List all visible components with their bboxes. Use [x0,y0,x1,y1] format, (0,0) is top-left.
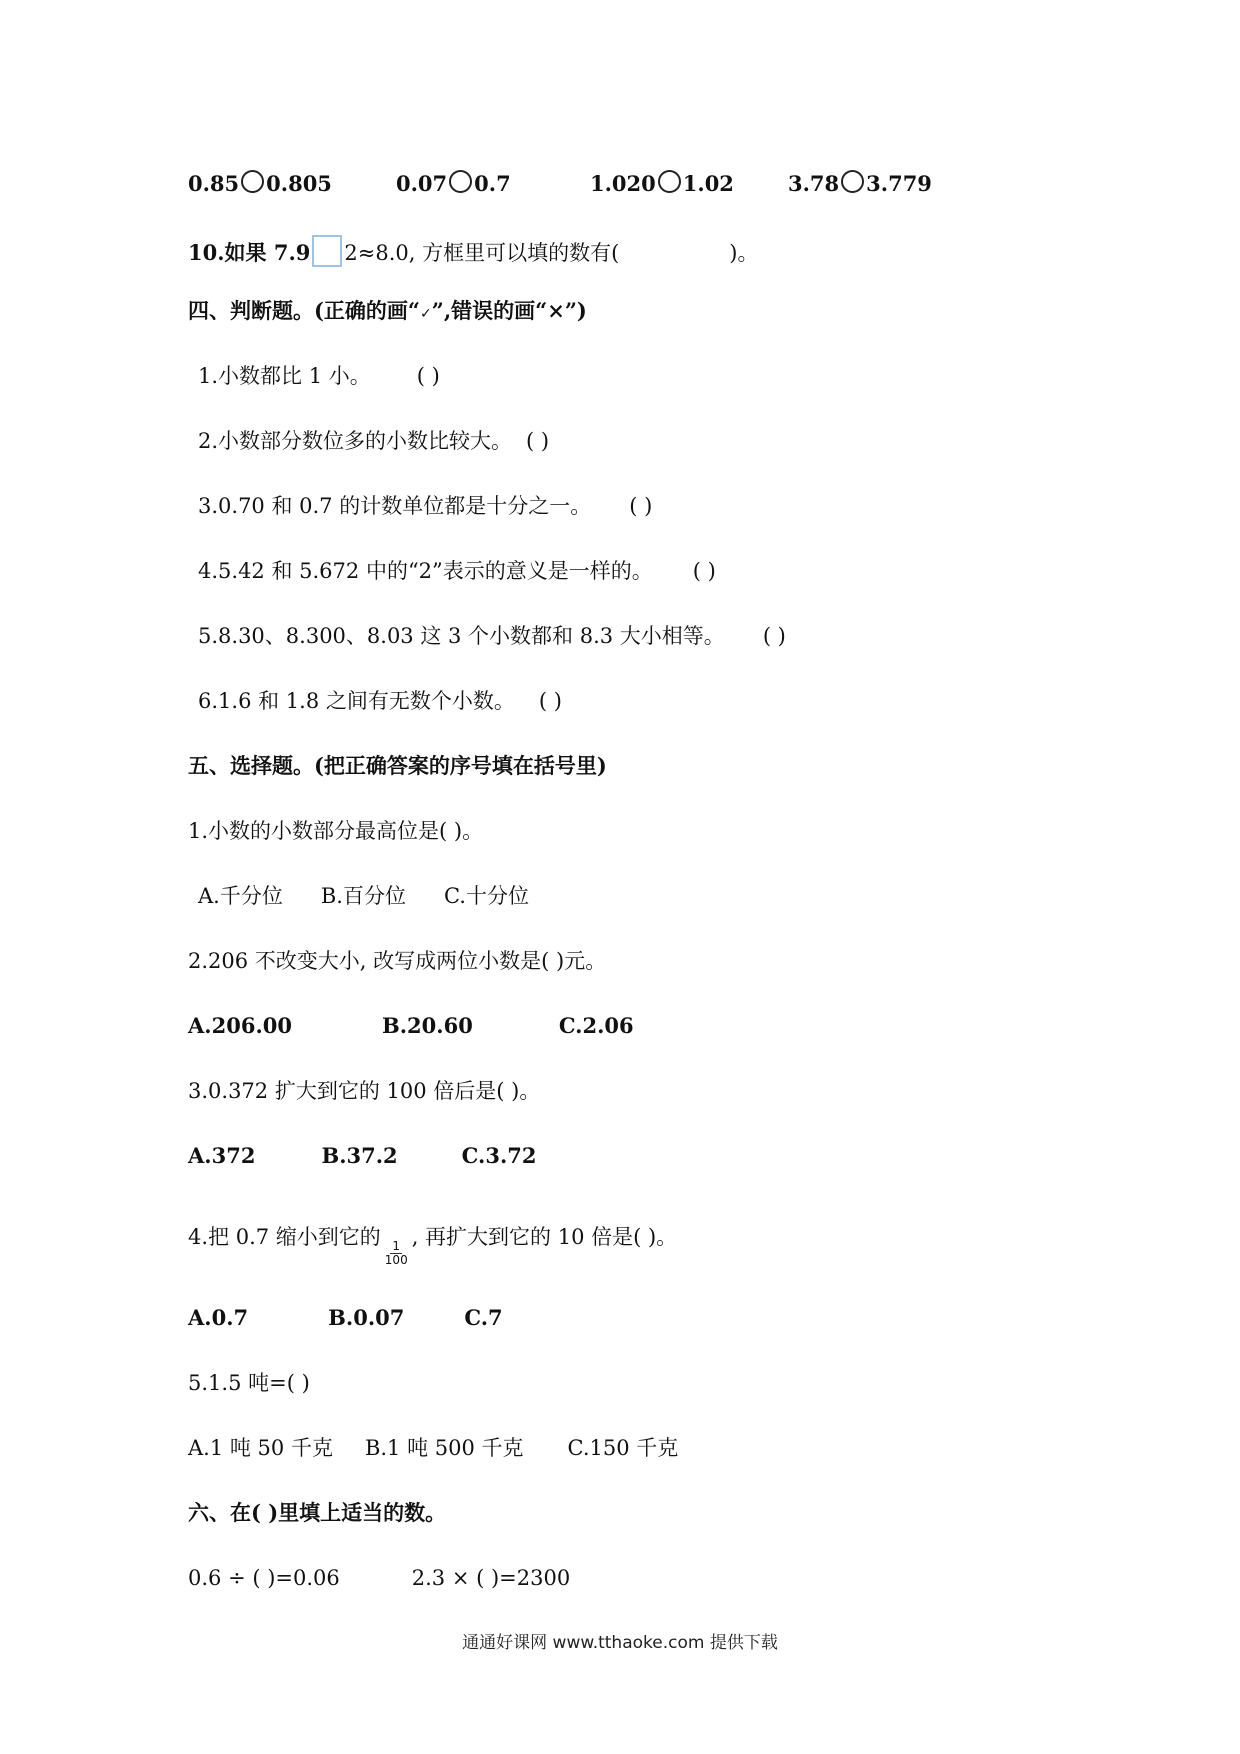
judge-blank[interactable]: ( ) [692,559,716,583]
compare-right: 1.02 [682,171,734,196]
compare-item-3 [590,170,734,196]
judge-blank[interactable]: ( ) [762,624,786,648]
judge-text: 6.1.6 和 1.8 之间有无数个小数。 [198,689,515,713]
option-b[interactable]: B.0.07 [328,1305,405,1330]
option-c[interactable]: C.2.06 [558,1013,634,1038]
option-a[interactable]: A.0.7 [188,1305,249,1330]
section-4-title-text: 四、判断题。(正确的画“ [188,298,421,323]
choice-q4-options [188,1303,503,1333]
judge-item-4 [198,556,716,586]
option-b[interactable]: B.37.2 [321,1143,398,1168]
compare-item-2 [396,170,511,196]
compare-circle-blank[interactable] [841,170,864,193]
judge-text: 4.5.42 和 5.672 中的“2”表示的意义是一样的。 [198,559,653,583]
section-5-title: 五、选择题。(把正确答案的序号填在括号里) [188,753,607,778]
q4-stem-a: 4.把 0.7 缩小到它的 [188,1225,381,1249]
compare-right: 0.7 [474,171,511,196]
compare-item-4 [788,170,932,196]
q10-prefix: 10.如果 7.9 [188,240,311,265]
compare-circle-blank[interactable] [658,170,681,193]
option-a[interactable]: A.1 吨 50 千克 [188,1436,333,1460]
choice-q5-options [188,1433,678,1463]
question-10 [188,235,759,268]
option-c[interactable]: C.7 [464,1305,503,1330]
judge-text: 2.小数部分数位多的小数比较大。 [198,429,513,453]
choice-q3-stem: 3.0.372 扩大到它的 100 倍后是( )。 [188,1079,541,1103]
compare-right: 0.805 [266,171,332,196]
judge-text: 3.0.70 和 0.7 的计数单位都是十分之一。 [198,494,592,518]
compare-circle-blank[interactable] [241,170,264,193]
compare-circle-blank[interactable] [449,170,472,193]
option-b[interactable]: B.20.60 [381,1013,473,1038]
compare-left: 1.020 [590,171,656,196]
option-a[interactable]: A.206.00 [188,1013,292,1038]
option-b[interactable]: B.百分位 [320,884,406,908]
choice-q3-options [188,1141,536,1171]
compare-right: 3.779 [866,171,932,196]
choice-q4-stem [188,1222,677,1267]
option-c[interactable]: C.150 千克 [567,1436,679,1460]
choice-q5-stem: 5.1.5 吨=( ) [188,1371,310,1395]
equation-1[interactable]: 0.6 ÷ ( )=0.06 [188,1566,340,1590]
choice-q2-options [188,1011,634,1041]
judge-item-5 [198,621,786,651]
compare-left: 0.85 [188,171,240,196]
judge-blank[interactable]: ( ) [526,429,550,453]
option-a[interactable]: A.千分位 [198,884,283,908]
q10-end: )。 [729,241,759,265]
option-c[interactable]: C.十分位 [443,884,529,908]
choice-q1-stem: 1.小数的小数部分最高位是( )。 [188,819,484,843]
q4-stem-b: , 再扩大到它的 10 倍是( )。 [411,1225,678,1249]
equation-2[interactable]: 2.3 × ( )=2300 [411,1566,571,1590]
judge-blank[interactable]: ( ) [416,364,440,388]
judge-item-3 [198,491,652,521]
judge-blank[interactable]: ( ) [629,494,653,518]
section-6-title: 六、在( )里填上适当的数。 [188,1500,447,1525]
compare-item-1 [188,170,332,196]
check-mark-icon: ✓ [420,306,432,322]
compare-left: 0.07 [396,171,448,196]
answer-box[interactable] [312,235,342,267]
fill-equations [188,1563,570,1593]
judge-blank[interactable]: ( ) [538,689,562,713]
fraction-one-hundredth [383,1240,410,1267]
option-b[interactable]: B.1 吨 500 千克 [364,1436,524,1460]
choice-q2-stem: 2.206 不改变大小, 改写成两位小数是( )元。 [188,949,607,973]
judge-text: 5.8.30、8.300、8.03 这 3 个小数都和 8.3 大小相等。 [198,624,725,648]
section-4-title [188,296,587,329]
option-c[interactable]: C.3.72 [461,1143,537,1168]
judge-item-1 [198,361,440,391]
q10-suffix: 2≈8.0, 方框里可以填的数有( [344,241,620,265]
fraction-numerator: 1 [392,1239,401,1253]
option-a[interactable]: A.372 [188,1143,256,1168]
page-footer: 通通好课网 www.tthaoke.com 提供下载 [462,1633,778,1653]
judge-text: 1.小数都比 1 小。 [198,364,371,388]
choice-q1-options [198,881,529,911]
judge-item-2 [198,426,549,456]
fraction-denominator: 100 [384,1253,408,1267]
compare-left: 3.78 [788,171,840,196]
section-4-title-rest: ”,错误的画“×”) [431,298,587,323]
judge-item-6 [198,686,562,716]
